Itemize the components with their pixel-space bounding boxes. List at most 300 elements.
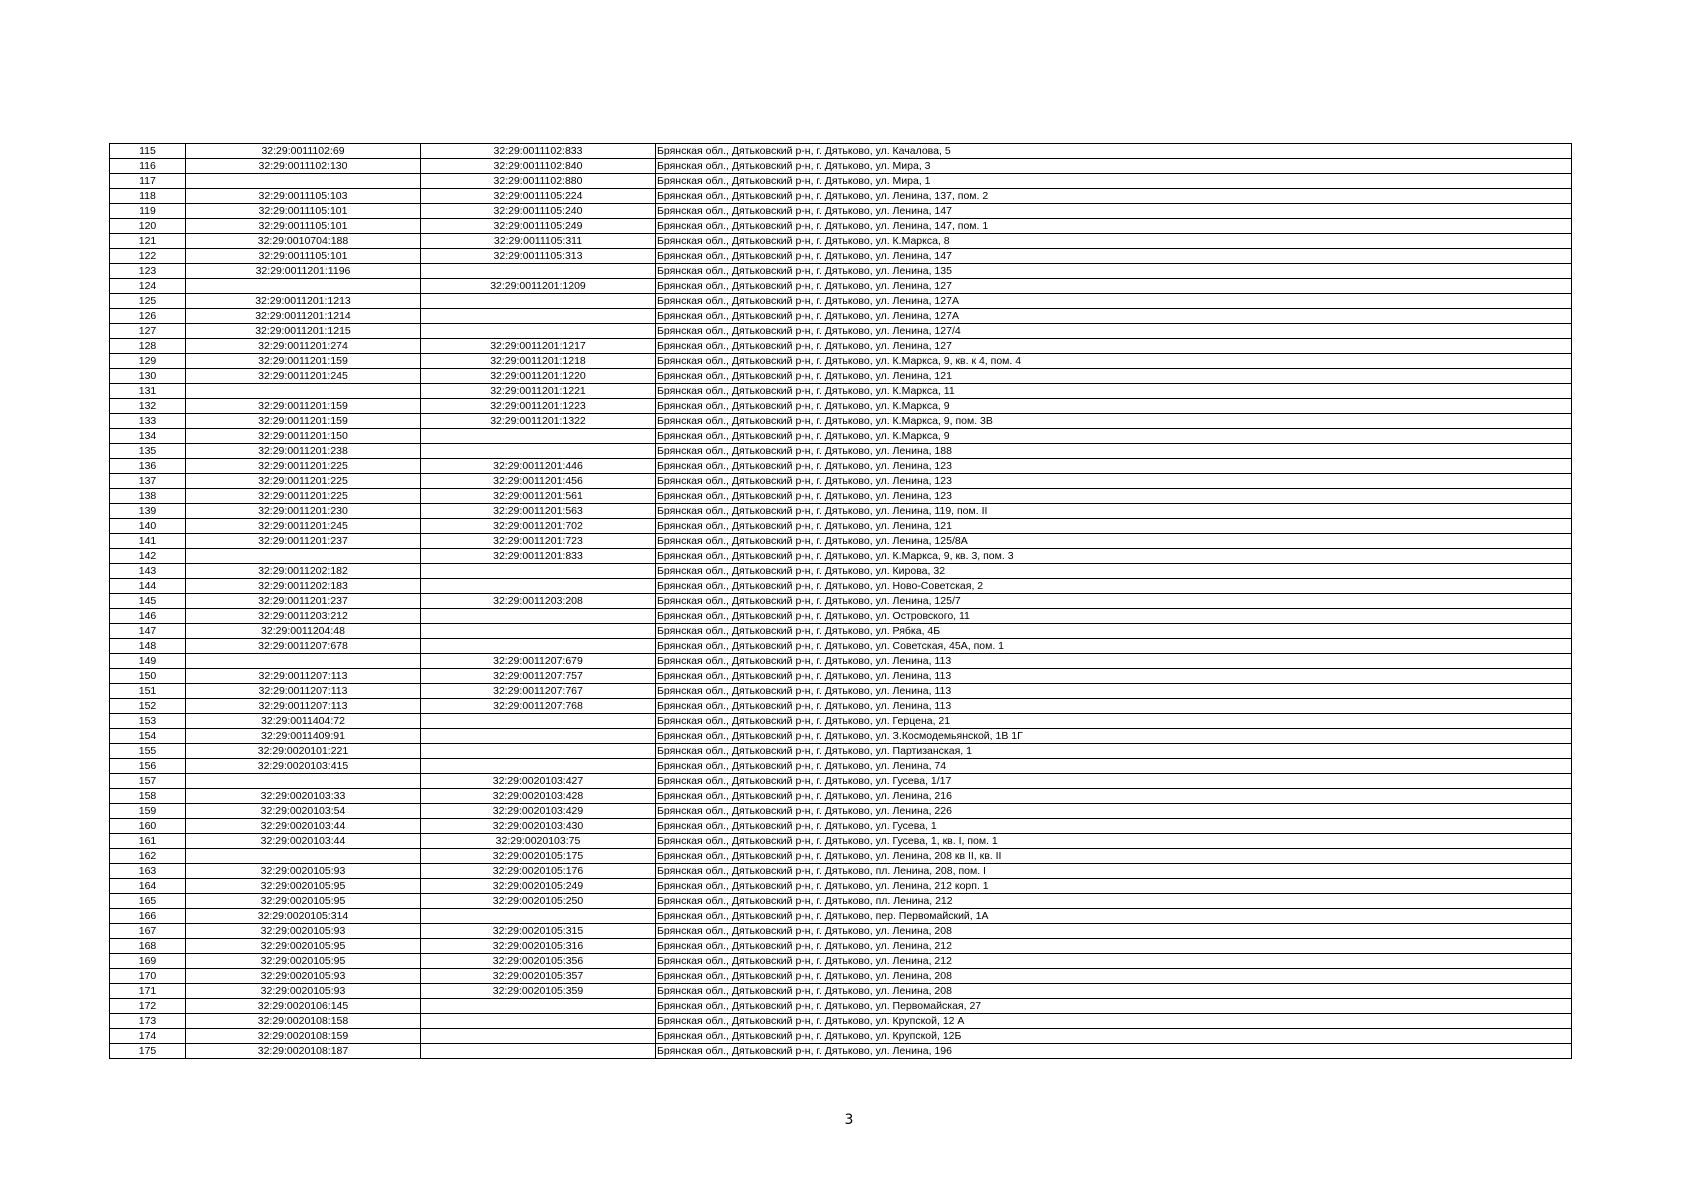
row-number-cell: 130 xyxy=(110,369,186,384)
address-cell xyxy=(656,834,1572,849)
row-number-cell: 152 xyxy=(110,699,186,714)
land-plot-cadastral-number-cell: 32:29:0011201:225 xyxy=(186,459,421,474)
land-plot-cadastral-number-cell: 32:29:0011105:101 xyxy=(186,219,421,234)
object-cadastral-number-cell: 32:29:0011207:767 xyxy=(421,684,656,699)
table-row xyxy=(110,864,1572,879)
land-plot-cadastral-number-cell: 32:29:0020105:93 xyxy=(186,924,421,939)
address-cell xyxy=(656,534,1572,549)
object-cadastral-number-cell: 32:29:0020103:429 xyxy=(421,804,656,819)
address-cell xyxy=(656,729,1572,744)
land-plot-cadastral-number-cell: 32:29:0020105:95 xyxy=(186,879,421,894)
object-cadastral-number-cell xyxy=(421,729,656,744)
address-prefix: Брянская обл., Дятьковский р-н, г. Дятьково, xyxy=(657,250,876,262)
row-number-cell: 117 xyxy=(110,174,186,189)
table-row xyxy=(110,414,1572,429)
table-row xyxy=(110,1044,1572,1059)
address-prefix: Брянская обл., Дятьковский р-н, г. Дятьково, xyxy=(657,460,876,472)
register-table-body xyxy=(110,144,1572,1059)
address-street: ул. Ленина, 125/8А xyxy=(875,535,968,547)
address-street: ул. Ленина, 127/4 xyxy=(875,325,961,337)
row-number-cell: 160 xyxy=(110,819,186,834)
land-plot-cadastral-number-cell: 32:29:0011201:245 xyxy=(186,369,421,384)
object-cadastral-number-cell: 32:29:0020105:359 xyxy=(421,984,656,999)
land-plot-cadastral-number-cell: 32:29:0020103:44 xyxy=(186,819,421,834)
table-row xyxy=(110,669,1572,684)
object-cadastral-number-cell: 32:29:0020103:428 xyxy=(421,789,656,804)
object-cadastral-number-cell xyxy=(421,639,656,654)
address-street: ул. Ленина, 147, пом. 1 xyxy=(875,220,989,232)
table-row xyxy=(110,639,1572,654)
row-number-cell: 135 xyxy=(110,444,186,459)
land-plot-cadastral-number-cell: 32:29:0010704:188 xyxy=(186,234,421,249)
object-cadastral-number-cell: 32:29:0011201:1223 xyxy=(421,399,656,414)
address-cell xyxy=(656,174,1572,189)
table-row xyxy=(110,744,1572,759)
land-plot-cadastral-number-cell: 32:29:0011201:245 xyxy=(186,519,421,534)
address-cell xyxy=(656,144,1572,159)
address-cell xyxy=(656,984,1572,999)
table-row xyxy=(110,339,1572,354)
page-number: 3 xyxy=(844,1112,854,1128)
address-cell xyxy=(656,489,1572,504)
object-cadastral-number-cell: 32:29:0011201:1322 xyxy=(421,414,656,429)
table-row xyxy=(110,1029,1572,1044)
address-prefix: Брянская обл., Дятьковский р-н, г. Дятьково, xyxy=(657,865,876,877)
object-cadastral-number-cell: 32:29:0011201:1209 xyxy=(421,279,656,294)
table-row xyxy=(110,474,1572,489)
row-number-cell: 120 xyxy=(110,219,186,234)
address-prefix: Брянская обл., Дятьковский р-н, г. Дятьково, xyxy=(657,970,876,982)
row-number-cell: 144 xyxy=(110,579,186,594)
address-street: ул. Ленина, 123 xyxy=(875,475,952,487)
land-plot-cadastral-number-cell: 32:29:0020105:95 xyxy=(186,954,421,969)
object-cadastral-number-cell: 32:29:0020103:75 xyxy=(421,834,656,849)
land-plot-cadastral-number-cell: 32:29:0020103:415 xyxy=(186,759,421,774)
table-row xyxy=(110,924,1572,939)
address-street: ул. Ленина, 135 xyxy=(875,265,952,277)
land-plot-cadastral-number-cell: 32:29:0011105:101 xyxy=(186,249,421,264)
address-cell xyxy=(656,924,1572,939)
address-street: ул. Ленина, 121 xyxy=(875,520,952,532)
address-cell xyxy=(656,309,1572,324)
address-cell xyxy=(656,774,1572,789)
row-number-cell: 174 xyxy=(110,1029,186,1044)
object-cadastral-number-cell xyxy=(421,564,656,579)
row-number-cell: 148 xyxy=(110,639,186,654)
address-prefix: Брянская обл., Дятьковский р-н, г. Дятьково, xyxy=(657,1030,876,1042)
address-cell xyxy=(656,249,1572,264)
object-cadastral-number-cell: 32:29:0020105:176 xyxy=(421,864,656,879)
address-street: ул. Ленина, 74 xyxy=(875,760,947,772)
address-prefix: Брянская обл., Дятьковский р-н, г. Дятьково, xyxy=(657,640,876,652)
address-prefix: Брянская обл., Дятьковский р-н, г. Дятьково, xyxy=(657,895,876,907)
address-prefix: Брянская обл., Дятьковский р-н, г. Дятьково, xyxy=(657,775,876,787)
object-cadastral-number-cell xyxy=(421,1014,656,1029)
address-cell xyxy=(656,324,1572,339)
address-prefix: Брянская обл., Дятьковский р-н, г. Дятьково, xyxy=(657,385,876,397)
address-prefix: Брянская обл., Дятьковский р-н, г. Дятьково, xyxy=(657,730,876,742)
address-prefix: Брянская обл., Дятьковский р-н, г. Дятьково, xyxy=(657,280,876,292)
land-plot-cadastral-number-cell: 32:29:0011105:103 xyxy=(186,189,421,204)
table-row xyxy=(110,429,1572,444)
address-prefix: Брянская обл., Дятьковский р-н, г. Дятьково, xyxy=(657,910,876,922)
register-table xyxy=(109,143,1572,1059)
object-cadastral-number-cell: 32:29:0011102:833 xyxy=(421,144,656,159)
row-number-cell: 151 xyxy=(110,684,186,699)
row-number-cell: 154 xyxy=(110,729,186,744)
address-street: ул. Ленина, 208 кв II, кв. II xyxy=(875,850,1002,862)
address-prefix: Брянская обл., Дятьковский р-н, г. Дятьково, xyxy=(657,520,876,532)
address-cell xyxy=(656,744,1572,759)
table-row xyxy=(110,384,1572,399)
row-number-cell: 119 xyxy=(110,204,186,219)
address-street: ул. Кирова, 32 xyxy=(875,565,946,577)
address-prefix: Брянская обл., Дятьковский р-н, г. Дятьково, xyxy=(657,220,876,232)
object-cadastral-number-cell: 32:29:0011201:1220 xyxy=(421,369,656,384)
address-prefix: Брянская обл., Дятьковский р-н, г. Дятьково, xyxy=(657,670,876,682)
address-prefix: Брянская обл., Дятьковский р-н, г. Дятьково, xyxy=(657,790,876,802)
land-plot-cadastral-number-cell: 32:29:0020108:187 xyxy=(186,1044,421,1059)
address-cell xyxy=(656,444,1572,459)
table-row xyxy=(110,939,1572,954)
object-cadastral-number-cell: 32:29:0011102:840 xyxy=(421,159,656,174)
address-cell xyxy=(656,219,1572,234)
object-cadastral-number-cell: 32:29:0011207:679 xyxy=(421,654,656,669)
row-number-cell: 153 xyxy=(110,714,186,729)
address-cell xyxy=(656,819,1572,834)
address-prefix: Брянская обл., Дятьковский р-н, г. Дятьково, xyxy=(657,505,876,517)
address-cell xyxy=(656,954,1572,969)
address-prefix: Брянская обл., Дятьковский р-н, г. Дятьково, xyxy=(657,820,876,832)
address-prefix: Брянская обл., Дятьковский р-н, г. Дятьково, xyxy=(657,355,876,367)
address-street: ул. Ленина, 123 xyxy=(875,490,952,502)
address-prefix: Брянская обл., Дятьковский р-н, г. Дятьково, xyxy=(657,550,876,562)
row-number-cell: 165 xyxy=(110,894,186,909)
address-street: ул. К.Маркса, 9, кв. к 4, пом. 4 xyxy=(875,355,1022,367)
address-cell xyxy=(656,519,1572,534)
object-cadastral-number-cell: 32:29:0011201:702 xyxy=(421,519,656,534)
address-cell xyxy=(656,294,1572,309)
land-plot-cadastral-number-cell: 32:29:0011201:159 xyxy=(186,354,421,369)
address-street: ул. Первомайская, 27 xyxy=(875,1000,982,1012)
object-cadastral-number-cell: 32:29:0011105:249 xyxy=(421,219,656,234)
address-street: ул. К.Маркса, 9 xyxy=(875,430,950,442)
address-street: ул. Ленина, 147 xyxy=(875,250,952,262)
address-prefix: Брянская обл., Дятьковский р-н, г. Дятьково, xyxy=(657,1000,876,1012)
row-number-cell: 161 xyxy=(110,834,186,849)
address-street: ул. Ленина, 208 xyxy=(875,985,952,997)
table-row xyxy=(110,249,1572,264)
object-cadastral-number-cell xyxy=(421,1029,656,1044)
address-prefix: Брянская обл., Дятьковский р-н, г. Дятьково, xyxy=(657,745,876,757)
address-cell xyxy=(656,714,1572,729)
object-cadastral-number-cell xyxy=(421,444,656,459)
object-cadastral-number-cell: 32:29:0011102:880 xyxy=(421,174,656,189)
address-street: ул. Островского, 11 xyxy=(875,610,970,622)
table-row xyxy=(110,519,1572,534)
address-cell xyxy=(656,969,1572,984)
object-cadastral-number-cell: 32:29:0011201:833 xyxy=(421,549,656,564)
object-cadastral-number-cell xyxy=(421,744,656,759)
land-plot-cadastral-number-cell: 32:29:0011201:159 xyxy=(186,399,421,414)
row-number-cell: 170 xyxy=(110,969,186,984)
table-row xyxy=(110,534,1572,549)
row-number-cell: 137 xyxy=(110,474,186,489)
object-cadastral-number-cell: 32:29:0011201:563 xyxy=(421,504,656,519)
address-prefix: Брянская обл., Дятьковский р-н, г. Дятьково, xyxy=(657,145,876,157)
object-cadastral-number-cell: 32:29:0011201:1217 xyxy=(421,339,656,354)
table-row xyxy=(110,804,1572,819)
land-plot-cadastral-number-cell: 32:29:0020105:93 xyxy=(186,864,421,879)
object-cadastral-number-cell: 32:29:0011201:723 xyxy=(421,534,656,549)
land-plot-cadastral-number-cell xyxy=(186,279,421,294)
address-prefix: Брянская обл., Дятьковский р-н, г. Дятьково, xyxy=(657,685,876,697)
table-row xyxy=(110,1014,1572,1029)
row-number-cell: 172 xyxy=(110,999,186,1014)
row-number-cell: 159 xyxy=(110,804,186,819)
row-number-cell: 166 xyxy=(110,909,186,924)
object-cadastral-number-cell: 32:29:0011207:768 xyxy=(421,699,656,714)
address-cell xyxy=(656,264,1572,279)
address-street: ул. Ново-Советская, 2 xyxy=(875,580,984,592)
address-street: ул. Советская, 45А, пом. 1 xyxy=(875,640,1004,652)
land-plot-cadastral-number-cell xyxy=(186,174,421,189)
table-row xyxy=(110,159,1572,174)
address-street: ул. Ленина, 113 xyxy=(875,700,952,712)
row-number-cell: 163 xyxy=(110,864,186,879)
address-prefix: Брянская обл., Дятьковский р-н, г. Дятьково, xyxy=(657,430,876,442)
address-cell xyxy=(656,669,1572,684)
address-prefix: Брянская обл., Дятьковский р-н, г. Дятьково, xyxy=(657,805,876,817)
object-cadastral-number-cell xyxy=(421,294,656,309)
table-row xyxy=(110,759,1572,774)
row-number-cell: 123 xyxy=(110,264,186,279)
land-plot-cadastral-number-cell: 32:29:0011201:225 xyxy=(186,474,421,489)
address-street: ул. К.Маркса, 8 xyxy=(875,235,950,247)
object-cadastral-number-cell: 32:29:0020105:357 xyxy=(421,969,656,984)
land-plot-cadastral-number-cell xyxy=(186,654,421,669)
land-plot-cadastral-number-cell: 32:29:0020101:221 xyxy=(186,744,421,759)
row-number-cell: 128 xyxy=(110,339,186,354)
table-row xyxy=(110,654,1572,669)
object-cadastral-number-cell xyxy=(421,579,656,594)
table-row xyxy=(110,354,1572,369)
address-cell xyxy=(656,999,1572,1014)
table-row xyxy=(110,369,1572,384)
table-row xyxy=(110,954,1572,969)
address-street: ул. Ленина, 125/7 xyxy=(875,595,961,607)
address-prefix: Брянская обл., Дятьковский р-н, г. Дятьково, xyxy=(657,205,876,217)
land-plot-cadastral-number-cell: 32:29:0011201:1213 xyxy=(186,294,421,309)
address-street: ул. К.Маркса, 11 xyxy=(875,385,955,397)
address-street: ул. Гусева, 1, кв. I, пом. 1 xyxy=(875,835,998,847)
row-number-cell: 173 xyxy=(110,1014,186,1029)
address-street: пер. Первомайский, 1А xyxy=(875,910,989,922)
address-cell xyxy=(656,699,1572,714)
object-cadastral-number-cell xyxy=(421,429,656,444)
land-plot-cadastral-number-cell: 32:29:0011409:91 xyxy=(186,729,421,744)
address-street: ул. Ленина, 113 xyxy=(875,685,952,697)
address-prefix: Брянская обл., Дятьковский р-н, г. Дятьково, xyxy=(657,580,876,592)
object-cadastral-number-cell xyxy=(421,714,656,729)
address-cell xyxy=(656,204,1572,219)
object-cadastral-number-cell xyxy=(421,759,656,774)
table-row xyxy=(110,969,1572,984)
address-cell xyxy=(656,849,1572,864)
object-cadastral-number-cell: 32:29:0020103:427 xyxy=(421,774,656,789)
address-cell xyxy=(656,279,1572,294)
table-row xyxy=(110,324,1572,339)
table-row xyxy=(110,684,1572,699)
land-plot-cadastral-number-cell: 32:29:0020105:93 xyxy=(186,969,421,984)
address-prefix: Брянская обл., Дятьковский р-н, г. Дятьково, xyxy=(657,370,876,382)
row-number-cell: 145 xyxy=(110,594,186,609)
address-prefix: Брянская обл., Дятьковский р-н, г. Дятьково, xyxy=(657,655,876,667)
row-number-cell: 171 xyxy=(110,984,186,999)
row-number-cell: 124 xyxy=(110,279,186,294)
table-row xyxy=(110,594,1572,609)
table-row xyxy=(110,174,1572,189)
address-prefix: Брянская обл., Дятьковский р-н, г. Дятьково, xyxy=(657,925,876,937)
row-number-cell: 164 xyxy=(110,879,186,894)
address-cell xyxy=(656,639,1572,654)
row-number-cell: 132 xyxy=(110,399,186,414)
land-plot-cadastral-number-cell: 32:29:0011207:113 xyxy=(186,684,421,699)
table-row xyxy=(110,579,1572,594)
address-street: ул. Ленина, 113 xyxy=(875,655,952,667)
object-cadastral-number-cell xyxy=(421,909,656,924)
address-prefix: Брянская обл., Дятьковский р-н, г. Дятьково, xyxy=(657,340,876,352)
land-plot-cadastral-number-cell: 32:29:0011201:1196 xyxy=(186,264,421,279)
row-number-cell: 143 xyxy=(110,564,186,579)
table-row xyxy=(110,309,1572,324)
land-plot-cadastral-number-cell: 32:29:0011201:159 xyxy=(186,414,421,429)
row-number-cell: 162 xyxy=(110,849,186,864)
land-plot-cadastral-number-cell: 32:29:0020103:33 xyxy=(186,789,421,804)
object-cadastral-number-cell xyxy=(421,999,656,1014)
object-cadastral-number-cell: 32:29:0020105:250 xyxy=(421,894,656,909)
land-plot-cadastral-number-cell: 32:29:0011207:678 xyxy=(186,639,421,654)
row-number-cell: 156 xyxy=(110,759,186,774)
address-cell xyxy=(656,654,1572,669)
address-prefix: Брянская обл., Дятьковский р-н, г. Дятьково, xyxy=(657,295,876,307)
address-street: ул. Ленина, 212 корп. 1 xyxy=(875,880,989,892)
object-cadastral-number-cell: 32:29:0011105:313 xyxy=(421,249,656,264)
object-cadastral-number-cell: 32:29:0011201:446 xyxy=(421,459,656,474)
table-row xyxy=(110,624,1572,639)
row-number-cell: 129 xyxy=(110,354,186,369)
land-plot-cadastral-number-cell: 32:29:0011202:183 xyxy=(186,579,421,594)
address-cell xyxy=(656,564,1572,579)
address-street: ул. Ленина, 212 xyxy=(875,955,952,967)
address-prefix: Брянская обл., Дятьковский р-н, г. Дятьково, xyxy=(657,940,876,952)
address-prefix: Брянская обл., Дятьковский р-н, г. Дятьково, xyxy=(657,325,876,337)
address-cell xyxy=(656,579,1572,594)
address-street: ул. К.Маркса, 9, пом. 3В xyxy=(875,415,993,427)
land-plot-cadastral-number-cell: 32:29:0020108:158 xyxy=(186,1014,421,1029)
row-number-cell: 139 xyxy=(110,504,186,519)
address-street: ул. Ленина, 188 xyxy=(875,445,952,457)
address-street: ул. Ленина, 216 xyxy=(875,790,952,802)
object-cadastral-number-cell: 32:29:0011105:224 xyxy=(421,189,656,204)
land-plot-cadastral-number-cell: 32:29:0011202:182 xyxy=(186,564,421,579)
land-plot-cadastral-number-cell: 32:29:0020105:314 xyxy=(186,909,421,924)
address-prefix: Брянская обл., Дятьковский р-н, г. Дятьково, xyxy=(657,880,876,892)
address-street: ул. К.Маркса, 9 xyxy=(875,400,950,412)
address-street: ул. Ленина, 137, пом. 2 xyxy=(875,190,989,202)
table-row xyxy=(110,279,1572,294)
address-cell xyxy=(656,474,1572,489)
land-plot-cadastral-number-cell: 32:29:0020103:44 xyxy=(186,834,421,849)
table-row xyxy=(110,504,1572,519)
land-plot-cadastral-number-cell: 32:29:0011201:237 xyxy=(186,594,421,609)
row-number-cell: 131 xyxy=(110,384,186,399)
row-number-cell: 136 xyxy=(110,459,186,474)
address-prefix: Брянская обл., Дятьковский р-н, г. Дятьково, xyxy=(657,490,876,502)
land-plot-cadastral-number-cell: 32:29:0011207:113 xyxy=(186,699,421,714)
row-number-cell: 169 xyxy=(110,954,186,969)
row-number-cell: 142 xyxy=(110,549,186,564)
object-cadastral-number-cell xyxy=(421,624,656,639)
address-prefix: Брянская обл., Дятьковский р-н, г. Дятьково, xyxy=(657,175,876,187)
row-number-cell: 122 xyxy=(110,249,186,264)
land-plot-cadastral-number-cell: 32:29:0020105:95 xyxy=(186,894,421,909)
address-prefix: Брянская обл., Дятьковский р-н, г. Дятьково, xyxy=(657,955,876,967)
row-number-cell: 158 xyxy=(110,789,186,804)
address-prefix: Брянская обл., Дятьковский р-н, г. Дятьково, xyxy=(657,310,876,322)
address-prefix: Брянская обл., Дятьковский р-н, г. Дятьково, xyxy=(657,700,876,712)
table-row xyxy=(110,549,1572,564)
address-cell xyxy=(656,234,1572,249)
address-cell xyxy=(656,354,1572,369)
table-row xyxy=(110,489,1572,504)
row-number-cell: 146 xyxy=(110,609,186,624)
row-number-cell: 157 xyxy=(110,774,186,789)
object-cadastral-number-cell: 32:29:0011201:561 xyxy=(421,489,656,504)
address-street: ул. Ленина, 212 xyxy=(875,940,952,952)
row-number-cell: 175 xyxy=(110,1044,186,1059)
table-row xyxy=(110,294,1572,309)
row-number-cell: 141 xyxy=(110,534,186,549)
address-prefix: Брянская обл., Дятьковский р-н, г. Дятьково, xyxy=(657,190,876,202)
address-cell xyxy=(656,189,1572,204)
address-street: ул. З.Космодемьянской, 1В 1Г xyxy=(875,730,1023,742)
object-cadastral-number-cell xyxy=(421,609,656,624)
land-plot-cadastral-number-cell xyxy=(186,849,421,864)
address-prefix: Брянская обл., Дятьковский р-н, г. Дятьково, xyxy=(657,1015,876,1027)
address-prefix: Брянская обл., Дятьковский р-н, г. Дятьково, xyxy=(657,235,876,247)
table-row xyxy=(110,234,1572,249)
address-prefix: Брянская обл., Дятьковский р-н, г. Дятьково, xyxy=(657,625,876,637)
object-cadastral-number-cell xyxy=(421,324,656,339)
address-cell xyxy=(656,759,1572,774)
address-prefix: Брянская обл., Дятьковский р-н, г. Дятьково, xyxy=(657,445,876,457)
address-cell xyxy=(656,864,1572,879)
address-prefix: Брянская обл., Дятьковский р-н, г. Дятьково, xyxy=(657,565,876,577)
row-number-cell: 167 xyxy=(110,924,186,939)
row-number-cell: 121 xyxy=(110,234,186,249)
address-street: ул. Мира, 3 xyxy=(875,160,931,172)
address-cell xyxy=(656,504,1572,519)
object-cadastral-number-cell: 32:29:0011201:456 xyxy=(421,474,656,489)
row-number-cell: 134 xyxy=(110,429,186,444)
address-street: ул. Крупской, 12Б xyxy=(875,1030,962,1042)
address-street: пл. Ленина, 208, пом. I xyxy=(875,865,986,877)
land-plot-cadastral-number-cell: 32:29:0020105:93 xyxy=(186,984,421,999)
address-prefix: Брянская обл., Дятьковский р-н, г. Дятьково, xyxy=(657,1045,876,1057)
address-cell xyxy=(656,369,1572,384)
table-row xyxy=(110,789,1572,804)
